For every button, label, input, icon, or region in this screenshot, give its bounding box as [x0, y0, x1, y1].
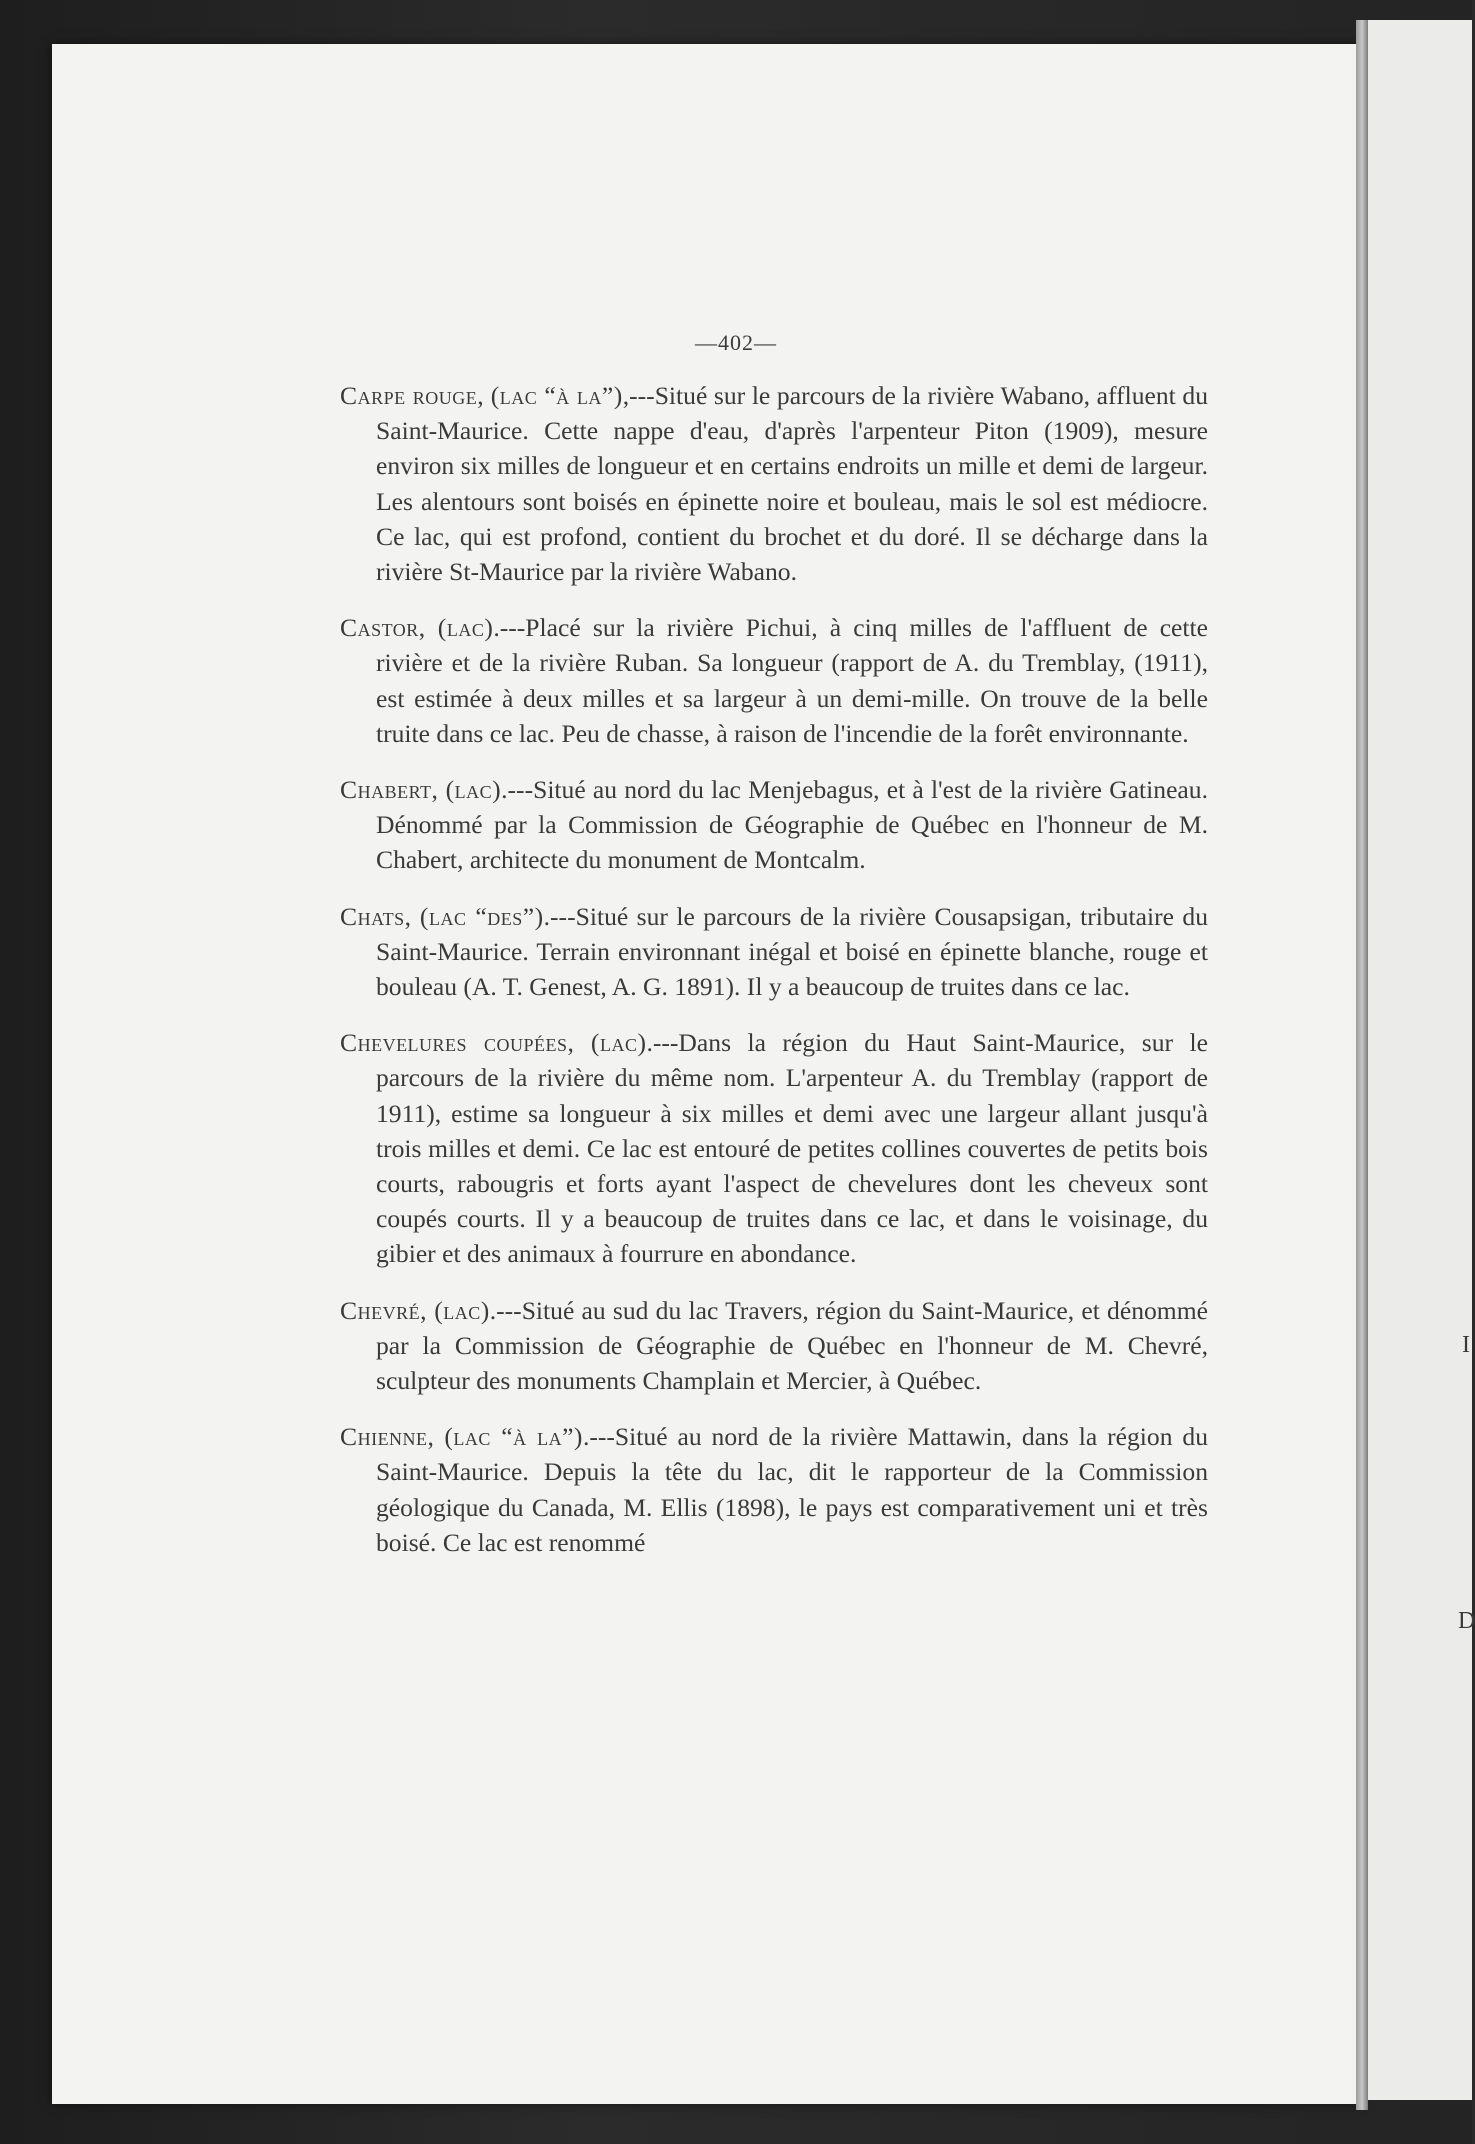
entry-qualifier: (lac): [437, 613, 494, 643]
page-number: —402—: [695, 330, 777, 355]
entry-body: .---Dans la région du Haut Saint-Maurice, sur le parcours de la rivière du même nom. L'arpenteur A. du Tremblay (rapport de 1911), estime sa longueur à six milles et demi avec une largeur allant jusqu'à trois milles et demi. Ce lac est entouré de petites collines couvertes de petits bois courts, rabougris et forts ayant l'aspect de chevelures dont les cheveux sont coupés courts. Il y a beaucoup de truites dans ce lac, et dans le voisinage, du gibier et des animaux à fourrure en abondance.: [376, 1028, 1208, 1269]
facing-page-letter-lower: D: [1458, 1608, 1475, 1634]
entry-headword: Chevré,: [340, 1295, 427, 1325]
entry-chats: [340, 899, 1208, 1005]
entry-chabert: [340, 772, 1208, 878]
entry-qualifier: (lac): [434, 1295, 490, 1325]
entry-body: ,---Situé sur le parcours de la rivière Wabano, affluent du Saint-Maurice. Cette nappe d'eau, d'après l'arpenteur Piton (1909), mesure environ six milles de longueur et en certains endroits un mille et demi de largeur. Les alentours sont boisés en épinette noire et bouleau, mais le sol est médiocre. Ce lac, qui est profond, contient du brochet et du doré. Il se décharge dans la rivière St-Maurice par la rivière Wabano.: [376, 381, 1208, 587]
entry-body: .---Placé sur la rivière Pichui, à cinq milles de l'affluent de cette rivière et de la rivière Ruban. Sa longueur (rapport de A. du Tremblay, (1911), est estimée à deux milles et sa largeur à un demi-mille. On trouve de la belle truite dans ce lac. Peu de chasse, à raison de l'incendie de la forêt environnante.: [376, 613, 1208, 748]
entry-castor: [340, 610, 1208, 751]
entry-headword: Chats,: [340, 901, 412, 931]
entry-carpe-rouge: [340, 378, 1208, 589]
entry-body: .---Situé au nord du lac Menjebagus, et à l'est de la rivière Gatineau. Dénommé par la Commission de Géographie de Québec en l'honneur de M. Chabert, architecte du monument de Montcalm.: [376, 775, 1208, 875]
entry-qualifier: (lac): [590, 1028, 647, 1058]
facing-page-letter-upper: I: [1462, 1332, 1470, 1358]
entry-body: .---Situé au nord de la rivière Mattawin, dans la région du Saint-Maurice. Depuis la tête du lac, dit le rapporteur de la Commission géologique du Canada, M. Ellis (1898), le pays est comparativement uni et très boisé. Ce lac est renommé: [376, 1422, 1208, 1557]
entry-qualifier: (lac “à la”): [444, 1422, 583, 1452]
entry-qualifier: (lac): [445, 775, 502, 805]
entry-headword: Chienne,: [340, 1422, 435, 1452]
entry-headword: Chabert,: [340, 775, 439, 805]
entry-chevre: [340, 1293, 1208, 1399]
entry-qualifier: (lac “à la”): [490, 381, 623, 410]
entry-chienne: [340, 1419, 1208, 1560]
entry-headword: Carpe rouge,: [340, 381, 485, 410]
entry-chevelures-coupees: [340, 1025, 1208, 1271]
entry-headword: Castor,: [340, 613, 426, 643]
dictionary-entries: [340, 378, 1208, 1581]
entry-qualifier: (lac “des”): [419, 901, 544, 931]
entry-headword: Chevelures coupées,: [340, 1028, 575, 1058]
entry-body: .---Situé sur le parcours de la rivière Cousapsigan, tributaire du Saint-Maurice. Terrain environnant inégal et boisé en épinette blanche, rouge et bouleau (A. T. Genest, A. G. 1891). Il y a beaucoup de truites dans ce lac.: [376, 901, 1209, 1002]
entry-body: .---Situé au sud du lac Travers, région du Saint-Maurice, et dénommé par la Commission de Géographie de Québec en l'honneur de M. Chevré, sculpteur des monuments Champlain et Mercier, à Québec.: [376, 1295, 1208, 1396]
